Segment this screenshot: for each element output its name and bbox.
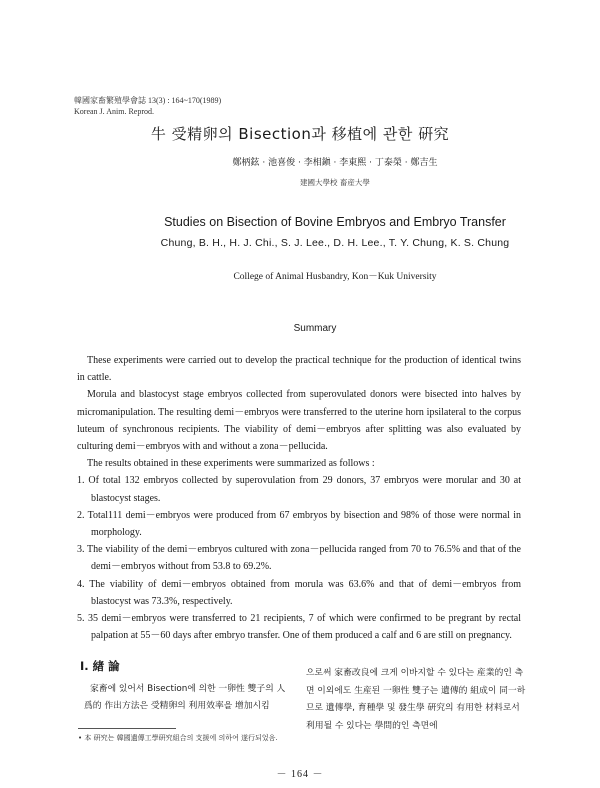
summary-paragraph: These experiments were carried out to develop the practical technique for the production of identical twins in cattle. xyxy=(77,355,521,384)
footnote-divider xyxy=(78,728,176,729)
summary-paragraph: The results obtained in these experiments were summarized as follows : xyxy=(87,458,375,470)
english-affiliation: College of Animal Husbandry, Kon－Kuk University xyxy=(233,272,437,282)
introduction-heading: Ⅰ. 緖 論 xyxy=(80,659,120,673)
journal-line-english: Korean J. Anim. Reprod. xyxy=(74,107,154,116)
summary-heading: Summary xyxy=(293,323,337,334)
summary-paragraph: Morula and blastocyst stage embryos collected from superovulated donors were bisected into halves by micromanipulation. The resulting demi－embryos were transferred to the uterine horn ipsilateral to the corpus luteum of synchronous recipients. The viability of demi－embryos after splitting was also evaluated by culturing demi－embryos with and without a zona－pellucida. xyxy=(77,389,521,453)
korean-title: 牛 受精卵의 Bisection과 移植에 관한 硏究 xyxy=(150,125,450,143)
page-number: － 164 － xyxy=(276,769,324,780)
result-item: 1. Of total 132 embryos collected by superovulation from 29 donors, 37 embryos were morular and 30 at blastocyst stages. xyxy=(77,475,521,504)
korean-authors: 鄭柄鉉 · 池喜俊 · 李相鎭 · 李東熙 · 丁泰榮 · 鄭吉生 xyxy=(232,158,438,168)
english-authors: Chung, B. H., H. J. Chi., S. J. Lee., D. H. Lee., T. Y. Chung, K. S. Chung xyxy=(160,237,510,249)
english-title: Studies on Bisection of Bovine Embryos and Embryo Transfer xyxy=(164,215,506,229)
journal-citation xyxy=(74,95,221,117)
introduction-right-text: 으로써 家畜改良에 크게 이바지할 수 있다는 産業的인 측면 이외에도 生産된 一卵性 雙子는 遺傳的 組成이 同一하므로 遺傳學, 育種學 및 發生學 硏究의 有用한 材料로서 利用될 수 있다는 學問的인 측면에 xyxy=(306,668,526,731)
result-item: 5. 35 demi－embryos were transferred to 21 recipients, 7 of which were confirmed to be pregrant by rectal palpation at 55－60 days after embryo transfer. One of them produced a calf and 6 are still on pregnancy. xyxy=(77,613,521,642)
korean-affiliation: 建國大學校 畜産大學 xyxy=(300,178,370,187)
journal-line-korean: 韓國家畜繁殖學會誌 13(3) : 164~170(1989) xyxy=(74,96,222,105)
result-item: 4. The viability of demi－embryos obtained from morula was 63.6% and that of demi－embryos from blastocyst was 73.3%, respectively. xyxy=(77,578,521,607)
summary-body xyxy=(77,352,521,644)
introduction-left-text: 家畜에 있어서 Bisection에 의한 一卵性 雙子의 人爲的 作出方法은 受精卵의 利用效率을 增加시킴 xyxy=(84,684,286,711)
introduction-left-column xyxy=(84,681,294,715)
results-list xyxy=(77,472,521,644)
result-item: 2. Total111 demi－embryos were produced from 67 embryos by bisection and 98% of those were normal in morphology. xyxy=(77,509,521,539)
result-item: 3. The viability of the demi－embryos cultured with zona－pellucida ranged from 70 to 76.5% and that of the demi－embryos without from 53.8 to 69.2%. xyxy=(77,544,521,573)
footnote: • 本 硏究는 韓國遺傳工學硏究組合의 支援에 의하여 遂行되었음. xyxy=(78,734,278,742)
introduction-right-column xyxy=(306,665,530,735)
